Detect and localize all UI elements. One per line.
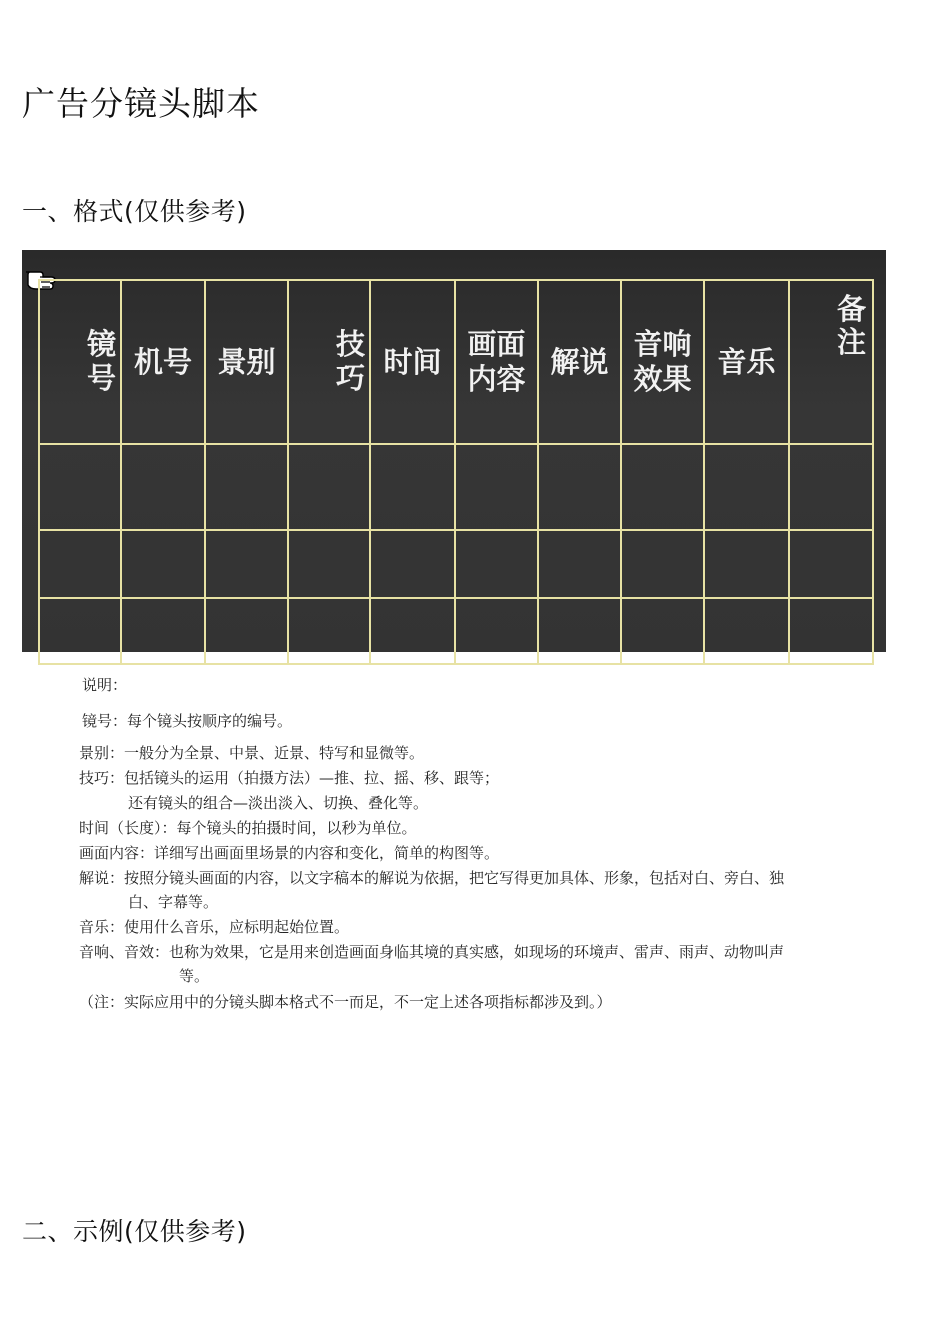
note-line: 画面内容：详细写出画面里场景的内容和变化，简单的构图等。 <box>79 844 500 862</box>
note-line: 景别：一般分为全景、中景、近景、特写和显微等。 <box>79 744 425 762</box>
header-camera-number: 机号 <box>121 280 205 444</box>
note-line: 技巧：包括镜头的运用（拍摄方法）—推、拉、摇、移、跟等； <box>79 769 500 787</box>
table-row <box>39 598 873 664</box>
note-line: 解说：按照分镜头画面的内容，以文字稿本的解说为依据，把它写得更加具体、形象，包括对白、旁白、独 <box>79 869 785 887</box>
note-line: （注：实际应用中的分镜头脚本格式不一而足，不一定上述各项指标都涉及到。） <box>79 993 612 1011</box>
note-line: 时间（长度）：每个镜头的拍摄时间，以秒为单位。 <box>79 819 417 837</box>
header-music: 音乐 <box>704 280 789 444</box>
section-format-title: 一、格式(仅供参考) <box>22 197 247 226</box>
header-frame-content: 画面内容 <box>455 280 538 444</box>
note-line: 等。 <box>179 967 210 985</box>
storyboard-format-image <box>22 250 886 652</box>
note-line: 白、字幕等。 <box>128 893 219 911</box>
table-header-row <box>39 280 873 444</box>
header-technique: 技巧 <box>288 280 370 444</box>
header-narration: 解说 <box>538 280 621 444</box>
document-title: 广告分镜头脚本 <box>22 84 260 123</box>
header-shot-size: 景别 <box>205 280 288 444</box>
header-shot-number: 镜号 <box>39 280 121 444</box>
table-row <box>39 530 873 598</box>
section-example-title: 二、示例(仅供参考) <box>22 1217 247 1246</box>
header-duration: 时间 <box>370 280 455 444</box>
table-row <box>39 444 873 530</box>
header-sound-effects: 音响效果 <box>621 280 704 444</box>
note-line: 还有镜头的组合—淡出淡入、切换、叠化等。 <box>128 794 429 812</box>
notes-heading: 说明： <box>82 676 128 694</box>
header-remarks: 备注 <box>789 280 873 444</box>
note-line: 镜号：每个镜头按顺序的编号。 <box>82 712 293 730</box>
storyboard-format-table <box>38 279 874 665</box>
note-line: 音乐：使用什么音乐，应标明起始位置。 <box>79 918 350 936</box>
note-line: 音响、音效：也称为效果，它是用来创造画面身临其境的真实感，如现场的环境声、雷声、雨声、动物叫声 <box>79 943 785 961</box>
